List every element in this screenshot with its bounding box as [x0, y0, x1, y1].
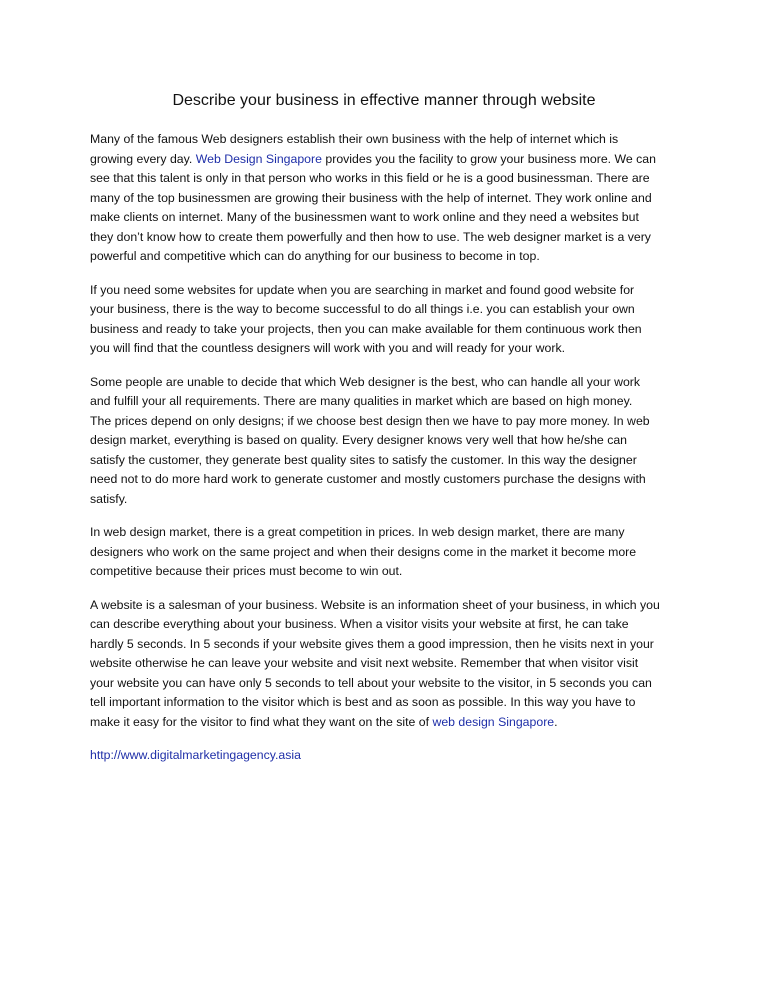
- text-segment: need not to do more hard work to generate customer and mostly customers purchase the designs with: [90, 472, 646, 486]
- text-segment: see that this talent is only in that person who works in this field or he is a good businessman. There are: [90, 171, 650, 185]
- text-line: [90, 490, 690, 510]
- text-line: [90, 543, 690, 563]
- text-segment: powerful and competitive which can do anything for our business to become in top.: [90, 249, 540, 263]
- paragraph: [90, 523, 690, 582]
- text-segment: you will find that the countless designers will work with you and will ready for your work.: [90, 341, 566, 355]
- text-segment: can describe everything about your business. When a visitor visits your website at first, he can take: [90, 617, 629, 631]
- paragraph: [90, 130, 690, 267]
- text-segment: make clients on internet. Many of the businessmen want to work online and they need a websites but: [90, 210, 639, 224]
- text-segment: make it easy for the visitor to find what they want on the site of: [90, 714, 433, 729]
- text-line: [90, 674, 690, 694]
- text-line: [90, 746, 690, 766]
- text-segment: growing every day.: [90, 151, 196, 166]
- text-segment: satisfy the customer, they generate best quality sites to satisfy the customer. In this way the designer: [90, 452, 637, 467]
- text-segment: your business, there is the way to become successful to do all things i.e. you can establish your own: [90, 302, 635, 316]
- text-segment: they don’t know how to create them powerfully and then how to use. The web designer market is a very: [90, 229, 651, 244]
- hyperlink[interactable]: Web Design Singapore: [195, 151, 322, 166]
- text-segment: Many of the famous Web designers establish their own business with the help of internet which is: [90, 132, 619, 146]
- text-segment: tell important information to the visitor which is best and as soon as possible. In this way you have to: [90, 695, 636, 709]
- text-segment: competitive because their prices must become to win out.: [90, 564, 403, 578]
- text-line: [90, 150, 690, 170]
- text-line: [90, 713, 690, 733]
- text-segment: hardly 5 seconds. In 5 seconds if your website gives them a good impression, then he visits next in your: [90, 636, 654, 651]
- text-line: [90, 339, 690, 359]
- text-segment: If you need some websites for update when you are searching in market and found good website for: [90, 282, 635, 297]
- text-line: [90, 412, 690, 432]
- paragraph: [90, 596, 690, 733]
- text-line: [90, 451, 690, 471]
- text-segment: and fulfill your all requirements. There are many qualities in market which are based on high money.: [90, 394, 633, 408]
- text-line: [90, 635, 690, 655]
- text-line: [90, 392, 690, 412]
- text-line: [90, 189, 690, 209]
- text-segment: website otherwise he can leave your website and visit next website. Remember that when visitor visit: [90, 656, 639, 670]
- text-segment: A website is a salesman of your business. Website is an information sheet of your business, in which you: [90, 597, 660, 612]
- text-line: [90, 228, 690, 248]
- text-segment: business and ready to take your projects, then you can make available for them continuous work then: [90, 321, 642, 336]
- text-line: [90, 247, 690, 267]
- hyperlink[interactable]: http://www.digitalmarketingagency.asia: [90, 748, 301, 762]
- text-line: [90, 130, 690, 150]
- text-line: [90, 470, 690, 490]
- document-body: [90, 130, 690, 780]
- text-segment: In web design market, there is a great competition in prices. In web design market, there are many: [90, 525, 625, 539]
- text-segment: The prices depend on only designs; if we choose best design then we have to pay more money. In web: [90, 413, 650, 428]
- text-line: [90, 281, 690, 301]
- text-line: [90, 615, 690, 635]
- text-segment: your website you can have only 5 seconds to tell about your website to the visitor, in 5 seconds you can: [90, 675, 652, 690]
- text-segment: satisfy.: [90, 491, 128, 506]
- text-line: [90, 431, 690, 451]
- text-line: [90, 693, 690, 713]
- text-segment: provides you the facility to grow your business more. We can: [321, 151, 656, 166]
- text-line: [90, 300, 690, 320]
- text-segment: Some people are unable to decide that which Web designer is the best, who can handle all your work: [90, 374, 641, 389]
- text-line: [90, 596, 690, 616]
- hyperlink[interactable]: web design Singapore: [432, 714, 555, 729]
- text-segment: designers who work on the same project and when their designs come in the market it become more: [90, 544, 637, 559]
- text-line: [90, 654, 690, 674]
- text-segment: design market, everything is based on quality. Every designer knows very well that how he/she can: [90, 433, 628, 447]
- paragraph: [90, 373, 690, 510]
- document-title: Describe your business in effective manner through website: [172, 92, 596, 109]
- paragraph: [90, 281, 690, 359]
- text-segment: many of the top businessmen are growing their business with the help of internet. They work online and: [90, 190, 652, 205]
- text-line: [90, 208, 690, 228]
- paragraph: [90, 746, 690, 766]
- text-line: [90, 169, 690, 189]
- text-segment: .: [554, 714, 558, 729]
- text-line: [90, 562, 690, 582]
- text-line: [90, 320, 690, 340]
- text-line: [90, 373, 690, 393]
- text-line: [90, 523, 690, 543]
